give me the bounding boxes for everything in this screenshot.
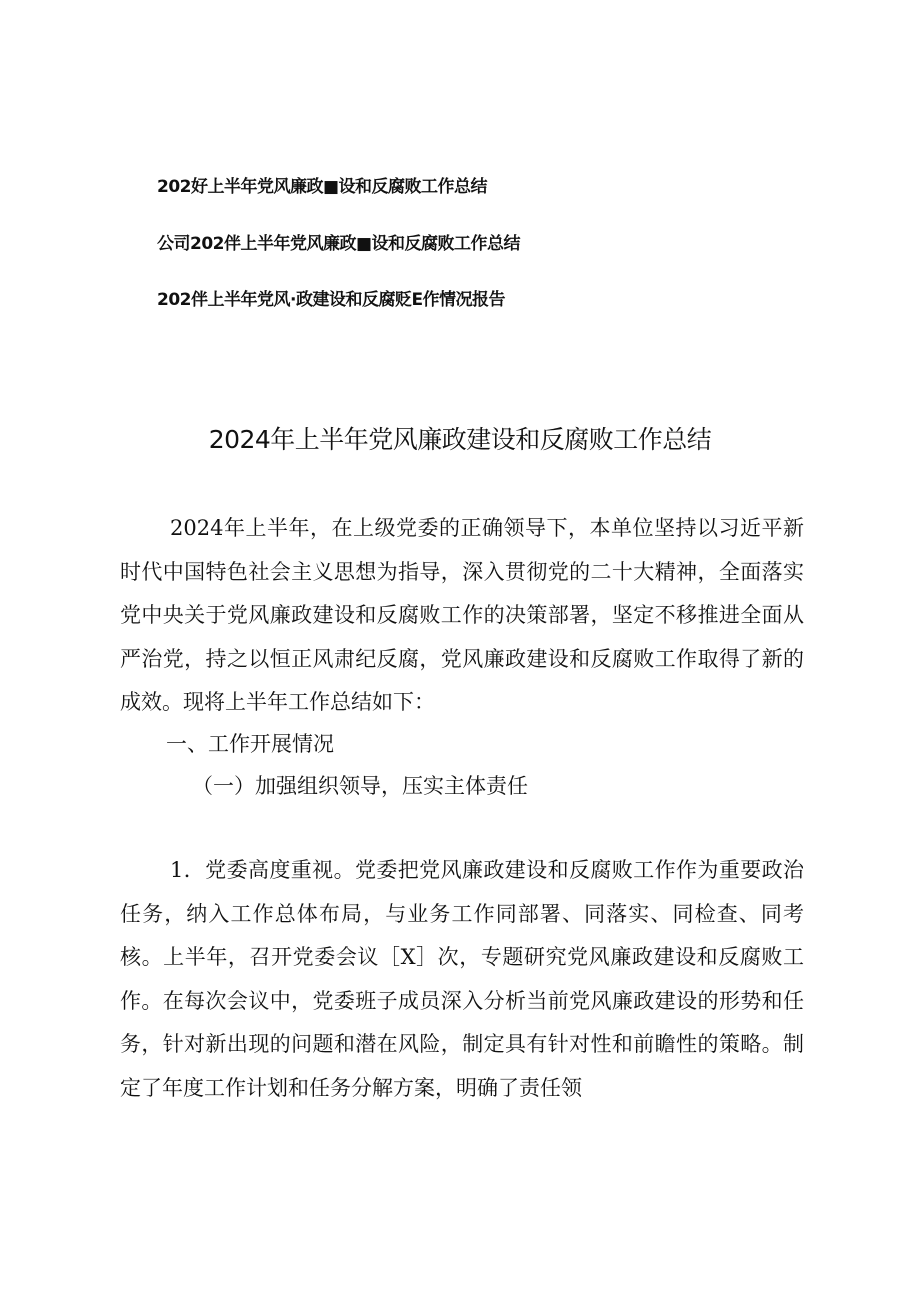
toc-item-1[interactable]: 202好上半年党风廉政■设和反腐败工作总结 — [157, 177, 488, 197]
section-heading: 一、工作开展情况 — [166, 732, 334, 756]
document-title: 2024年上半年党风廉政建设和反腐败工作总结 — [208, 425, 712, 454]
intro-paragraph: 2024年上半年，在上级党委的正确领导下，本单位坚持以习近平新时代中国特色社会主义思想为指导，深入贯彻党的二十大精神，全面落实党中央关于党风廉政建设和反腐败工作的决策部署，坚定不移推进全面从严治党，持之以恒正风肃纪反腐，党风廉政建设和反腐败工作取得了新的成效。现将上半年工作总结如下： — [120, 516, 804, 714]
toc-item-2[interactable]: 公司202伴上半年党风廉政■设和反腐败工作总结 — [157, 234, 521, 254]
subsection-heading: （一）加强组织领导，压实主体责任 — [192, 774, 528, 798]
toc-item-3[interactable]: 202伴上半年党风·政建设和反腐贬E作情况报告 — [157, 290, 506, 310]
item-paragraph: 1．党委高度重视。党委把党风廉政建设和反腐败工作作为重要政治任务，纳入工作总体布局，与业务工作同部署、同落实、同检查、同考核。上半年，召开党委会议［X］次，专题研究党风廉政建设和反腐败工作。在每次会议中，党委班子成员深入分析当前党风廉政建设的形势和任务，针对新出现的问题和潜在风险，制定具有针对性和前瞻性的策略。制定了年度工作计划和任务分解方案，明确了责任领 — [120, 858, 804, 1100]
